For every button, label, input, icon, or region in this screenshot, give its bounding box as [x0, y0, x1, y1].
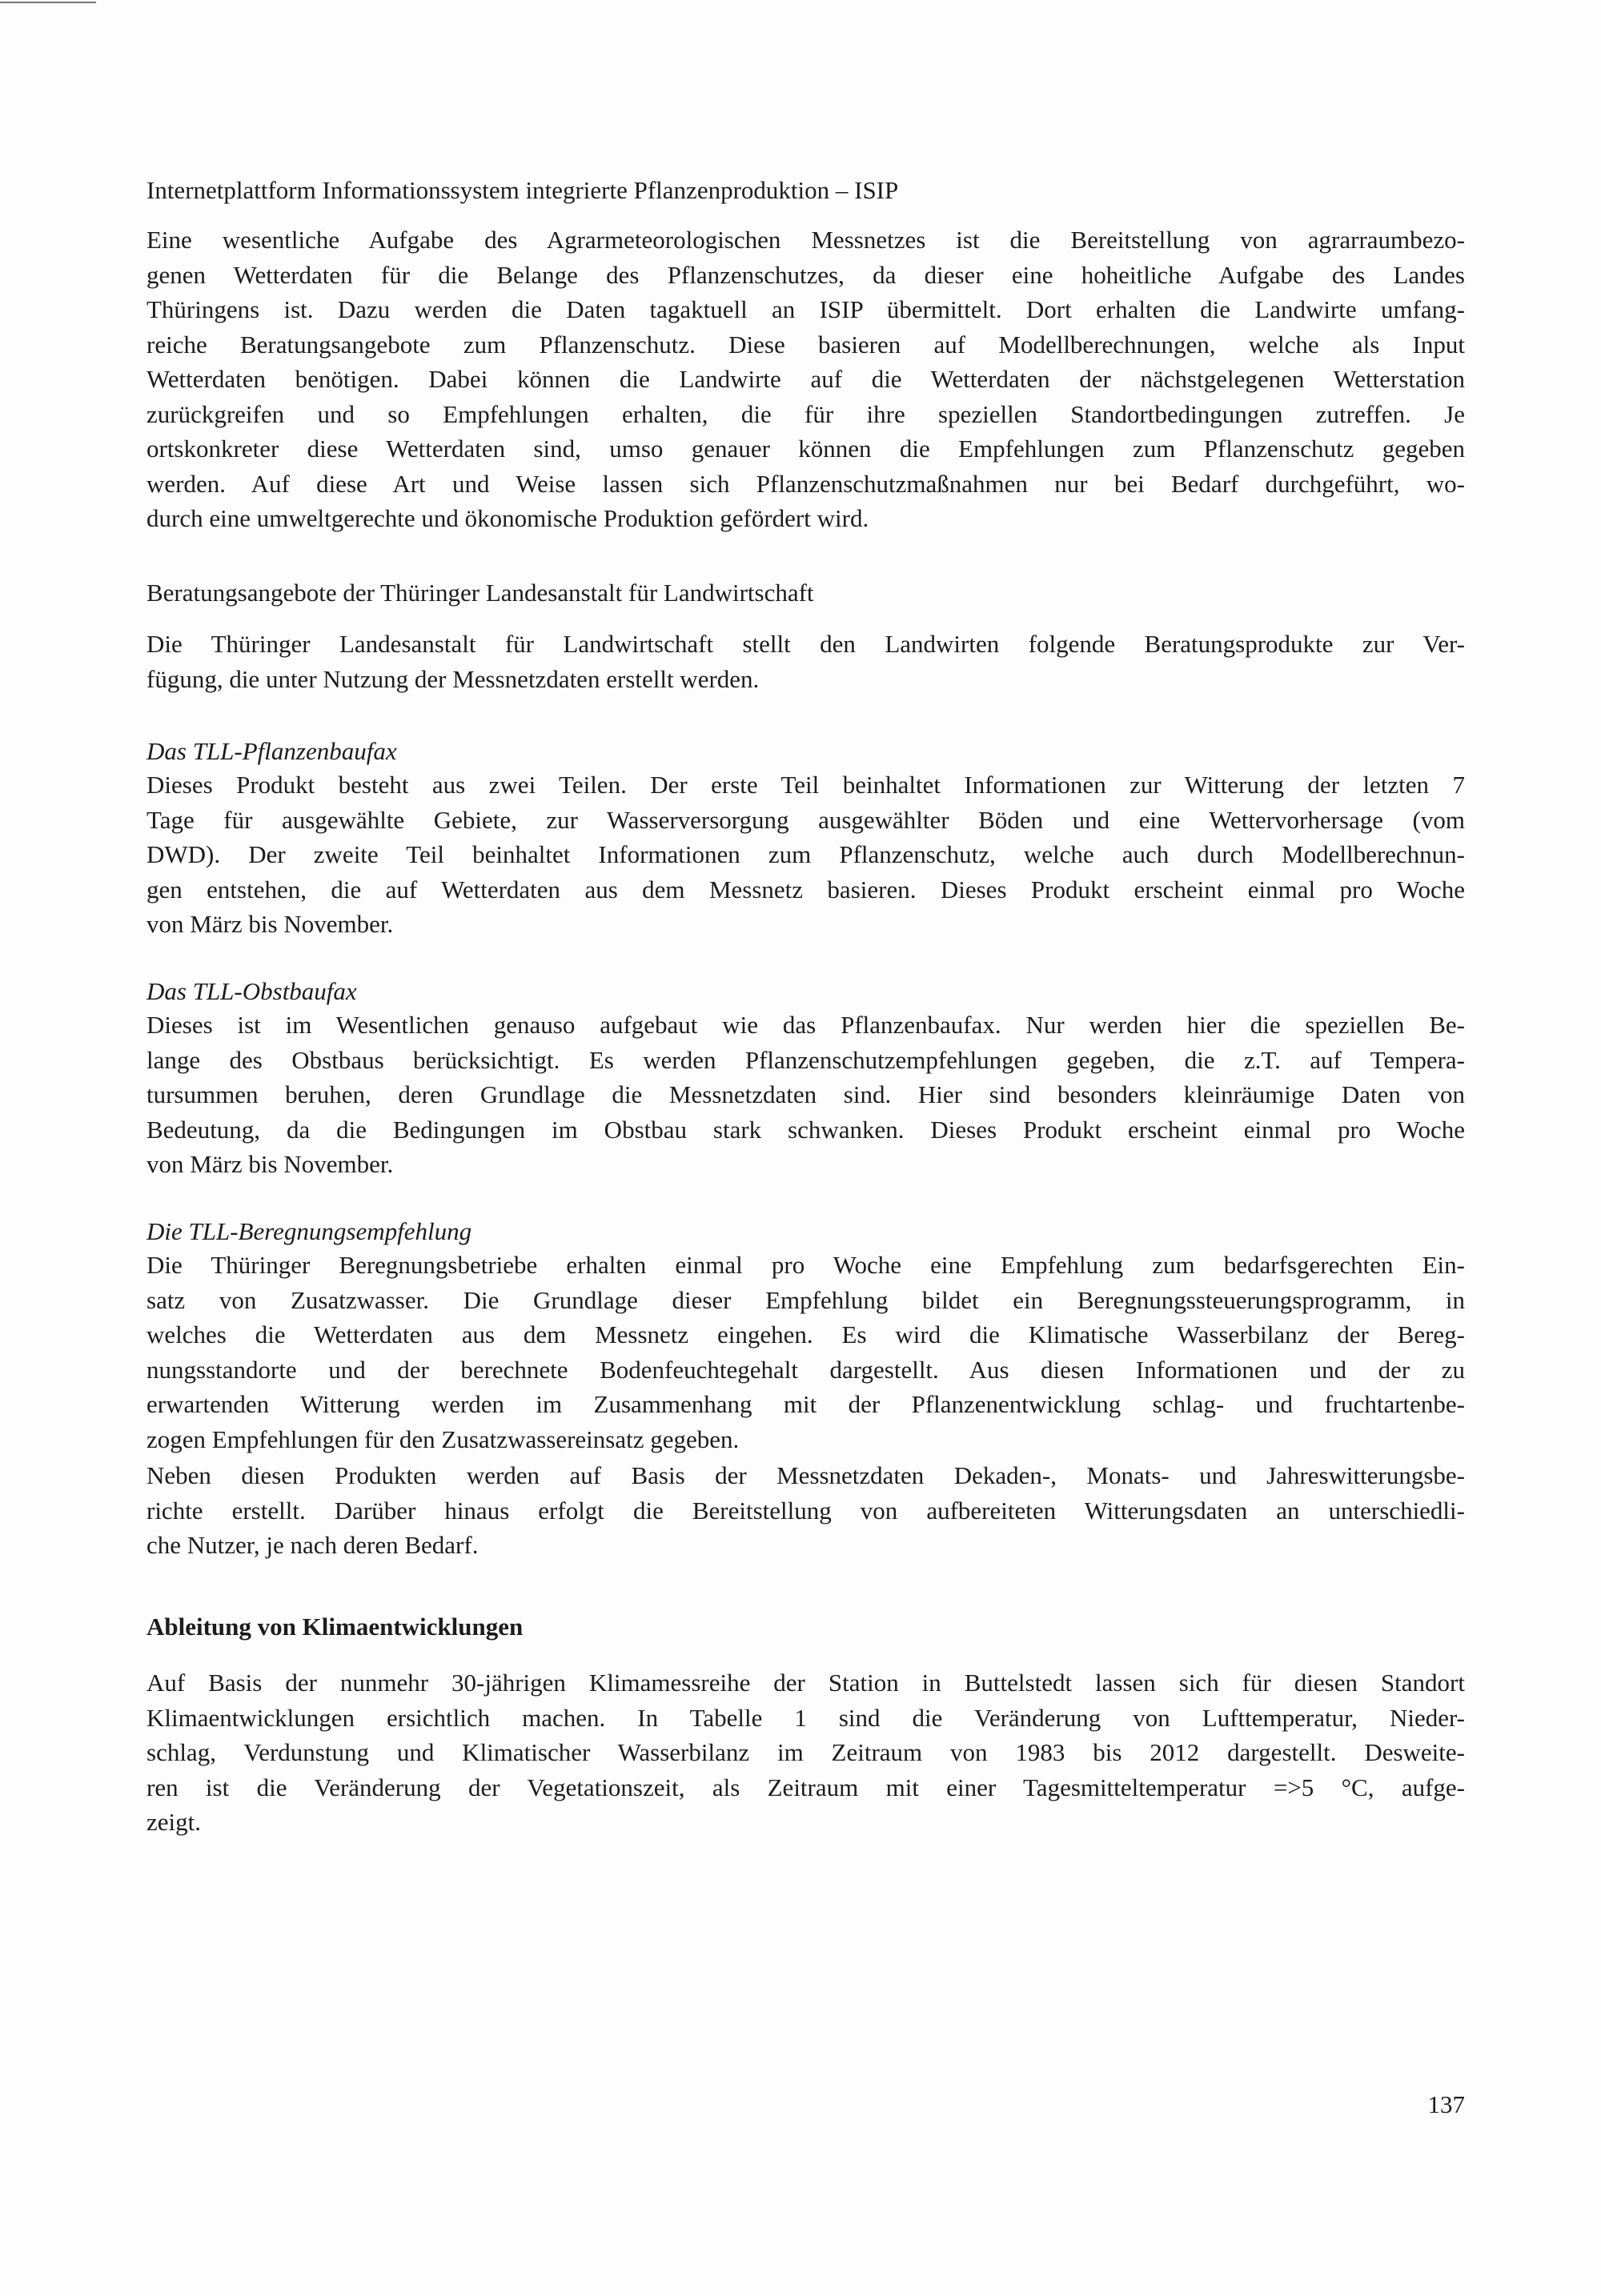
subsection-title: Das TLL-Obstbaufax [146, 977, 357, 1005]
text-line: werden. Auf diese Art und Weise lassen sich Pflanzenschutzmaßnahmen nur bei Bedarf durchgeführt, wo- [146, 469, 1465, 498]
text-line: gen entstehen, die auf Wetterdaten aus dem Messnetz basieren. Dieses Produkt erscheint einmal pro Woche [146, 875, 1465, 904]
subsection-title: Das TLL-Pflanzenbaufax [146, 737, 397, 765]
text-line: durch eine umweltgerechte und ökonomische Produktion gefördert wird. [146, 504, 869, 532]
paragraph [146, 1008, 1465, 1182]
text-line: von März bis November. [146, 910, 394, 938]
section-heading: Internetplattform Informationssystem integrierte Pflanzenproduktion – ISIP [146, 176, 899, 204]
text-line: Bedeutung, da die Bedingungen im Obstbau stark schwanken. Dieses Produkt erscheint einmal pro Woche [146, 1115, 1465, 1144]
scan-edge-line [0, 2, 96, 3]
text-line: Eine wesentliche Aufgabe des Agrarmeteorologischen Messnetzes ist die Bereitstellung von agrarraumbezo- [146, 226, 1465, 254]
text-line: lange des Obstbaus berücksichtigt. Es werden Pflanzenschutzempfehlungen gegeben, die z.T. auf Tempera- [146, 1045, 1465, 1074]
text-line: nungsstandorte und der berechnete Bodenfeuchtegehalt dargestellt. Aus diesen Informationen und der zu [146, 1355, 1465, 1384]
text-line: erwartenden Witterung werden im Zusammenhang mit der Pflanzenentwicklung schlag- und fruchtartenbe- [146, 1390, 1465, 1418]
text-line: ren ist die Veränderung der Vegetationszeit, als Zeitraum mit einer Tagesmitteltemperatur =>5 °C, aufge- [146, 1773, 1465, 1801]
section-heading: Ableitung von Klimaentwicklungen [146, 1613, 524, 1641]
text-line: Thüringens ist. Dazu werden die Daten tagaktuell an ISIP übermittelt. Dort erhalten die Landwirte umfang- [146, 295, 1465, 323]
heading-block [146, 173, 1465, 208]
text-line: zogen Empfehlungen für den Zusatzwassereinsatz gegeben. [146, 1424, 740, 1453]
text-line: fügung, die unter Nutzung der Messnetzdaten erstellt werden. [146, 664, 760, 693]
text-line: reiche Beratungsangebote zum Pflanzenschutz. Diese basieren auf Modellberechnungen, welche als Input [146, 330, 1465, 359]
text-line: tursummen beruhen, deren Grundlage die Messnetzdaten sind. Hier sind besonders kleinräumige Daten von [146, 1080, 1465, 1108]
text-line: ortskonkreter diese Wetterdaten sind, umso genauer können die Empfehlungen zum Pflanzenschutz gegeben [146, 435, 1465, 463]
section-heading: Beratungsangebote der Thüringer Landesanstalt für Landwirtschaft [146, 579, 814, 607]
text-line: satz von Zusatzwasser. Die Grundlage dieser Empfehlung bildet ein Beregnungssteuerungsprogramm, in [146, 1285, 1465, 1314]
text-line: Wetterdaten benötigen. Dabei können die Landwirte auf die Wetterdaten der nächstgelegenen Wetterstation [146, 365, 1465, 393]
text-line: Tage für ausgewählte Gebiete, zur Wasserversorgung ausgewählter Böden und eine Wettervorhersage (vom [146, 805, 1465, 834]
text-line: genen Wetterdaten für die Belange des Pflanzenschutzes, da dieser eine hoheitliche Aufgabe des Landes [146, 260, 1465, 289]
paragraph [146, 627, 1465, 696]
text-line: Auf Basis der nunmehr 30-jährigen Klimamessreihe der Station in Buttelstedt lassen sich für diesen Standort [146, 1669, 1465, 1697]
text-line: zurückgreifen und so Empfehlungen erhalten, die für ihre speziellen Standortbedingungen zutreffen. Je [146, 399, 1465, 428]
paragraph [146, 1458, 1465, 1563]
text-line: richte erstellt. Darüber hinaus erfolgt die Bereitstellung von aufbereiteten Witterungsdaten an unterschiedli- [146, 1496, 1465, 1525]
heading-block [146, 974, 1465, 1009]
text-line: che Nutzer, je nach deren Bedarf. [146, 1531, 479, 1559]
text-line: DWD). Der zweite Teil beinhaltet Informationen zum Pflanzenschutz, welche auch durch Modellberechnun- [146, 840, 1465, 868]
paragraph [146, 1248, 1465, 1457]
heading-block [146, 1609, 1465, 1645]
heading-block [146, 734, 1465, 769]
paragraph [146, 767, 1465, 942]
heading-block [146, 1214, 1465, 1249]
text-line: Die Thüringer Landesanstalt für Landwirtschaft stellt den Landwirten folgende Beratungsprodukte zur Ver- [146, 630, 1465, 658]
text-line: von März bis November. [146, 1150, 394, 1178]
text-line: welches die Wetterdaten aus dem Messnetz eingehen. Es wird die Klimatische Wasserbilanz der Bereg- [146, 1320, 1465, 1348]
text-line: Neben diesen Produkten werden auf Basis der Messnetzdaten Dekaden-, Monats- und Jahreswitterungsbe- [146, 1461, 1465, 1489]
text-line: zeigt. [146, 1808, 201, 1836]
text-line: Klimaentwicklungen ersichtlich machen. In Tabelle 1 sind die Veränderung von Lufttemperatur, Nieder- [146, 1703, 1465, 1732]
heading-block [146, 575, 1465, 611]
paragraph [146, 222, 1465, 536]
text-line: Dieses ist im Wesentlichen genauso aufgebaut wie das Pflanzenbaufax. Nur werden hier die speziellen Be- [146, 1011, 1465, 1039]
page-number: 137 [1427, 2090, 1465, 2118]
text-line: Die Thüringer Beregnungsbetriebe erhalten einmal pro Woche eine Empfehlung zum bedarfsgerechten Ein- [146, 1251, 1465, 1279]
subsection-title: Die TLL-Beregnungsempfehlung [146, 1217, 472, 1245]
text-line: schlag, Verdunstung und Klimatischer Wasserbilanz im Zeitraum von 1983 bis 2012 dargestellt. Desweite- [146, 1738, 1465, 1766]
text-line: Dieses Produkt besteht aus zwei Teilen. Der erste Teil beinhaltet Informationen zur Witterung der letzten 7 [146, 771, 1465, 799]
paragraph [146, 1665, 1465, 1840]
